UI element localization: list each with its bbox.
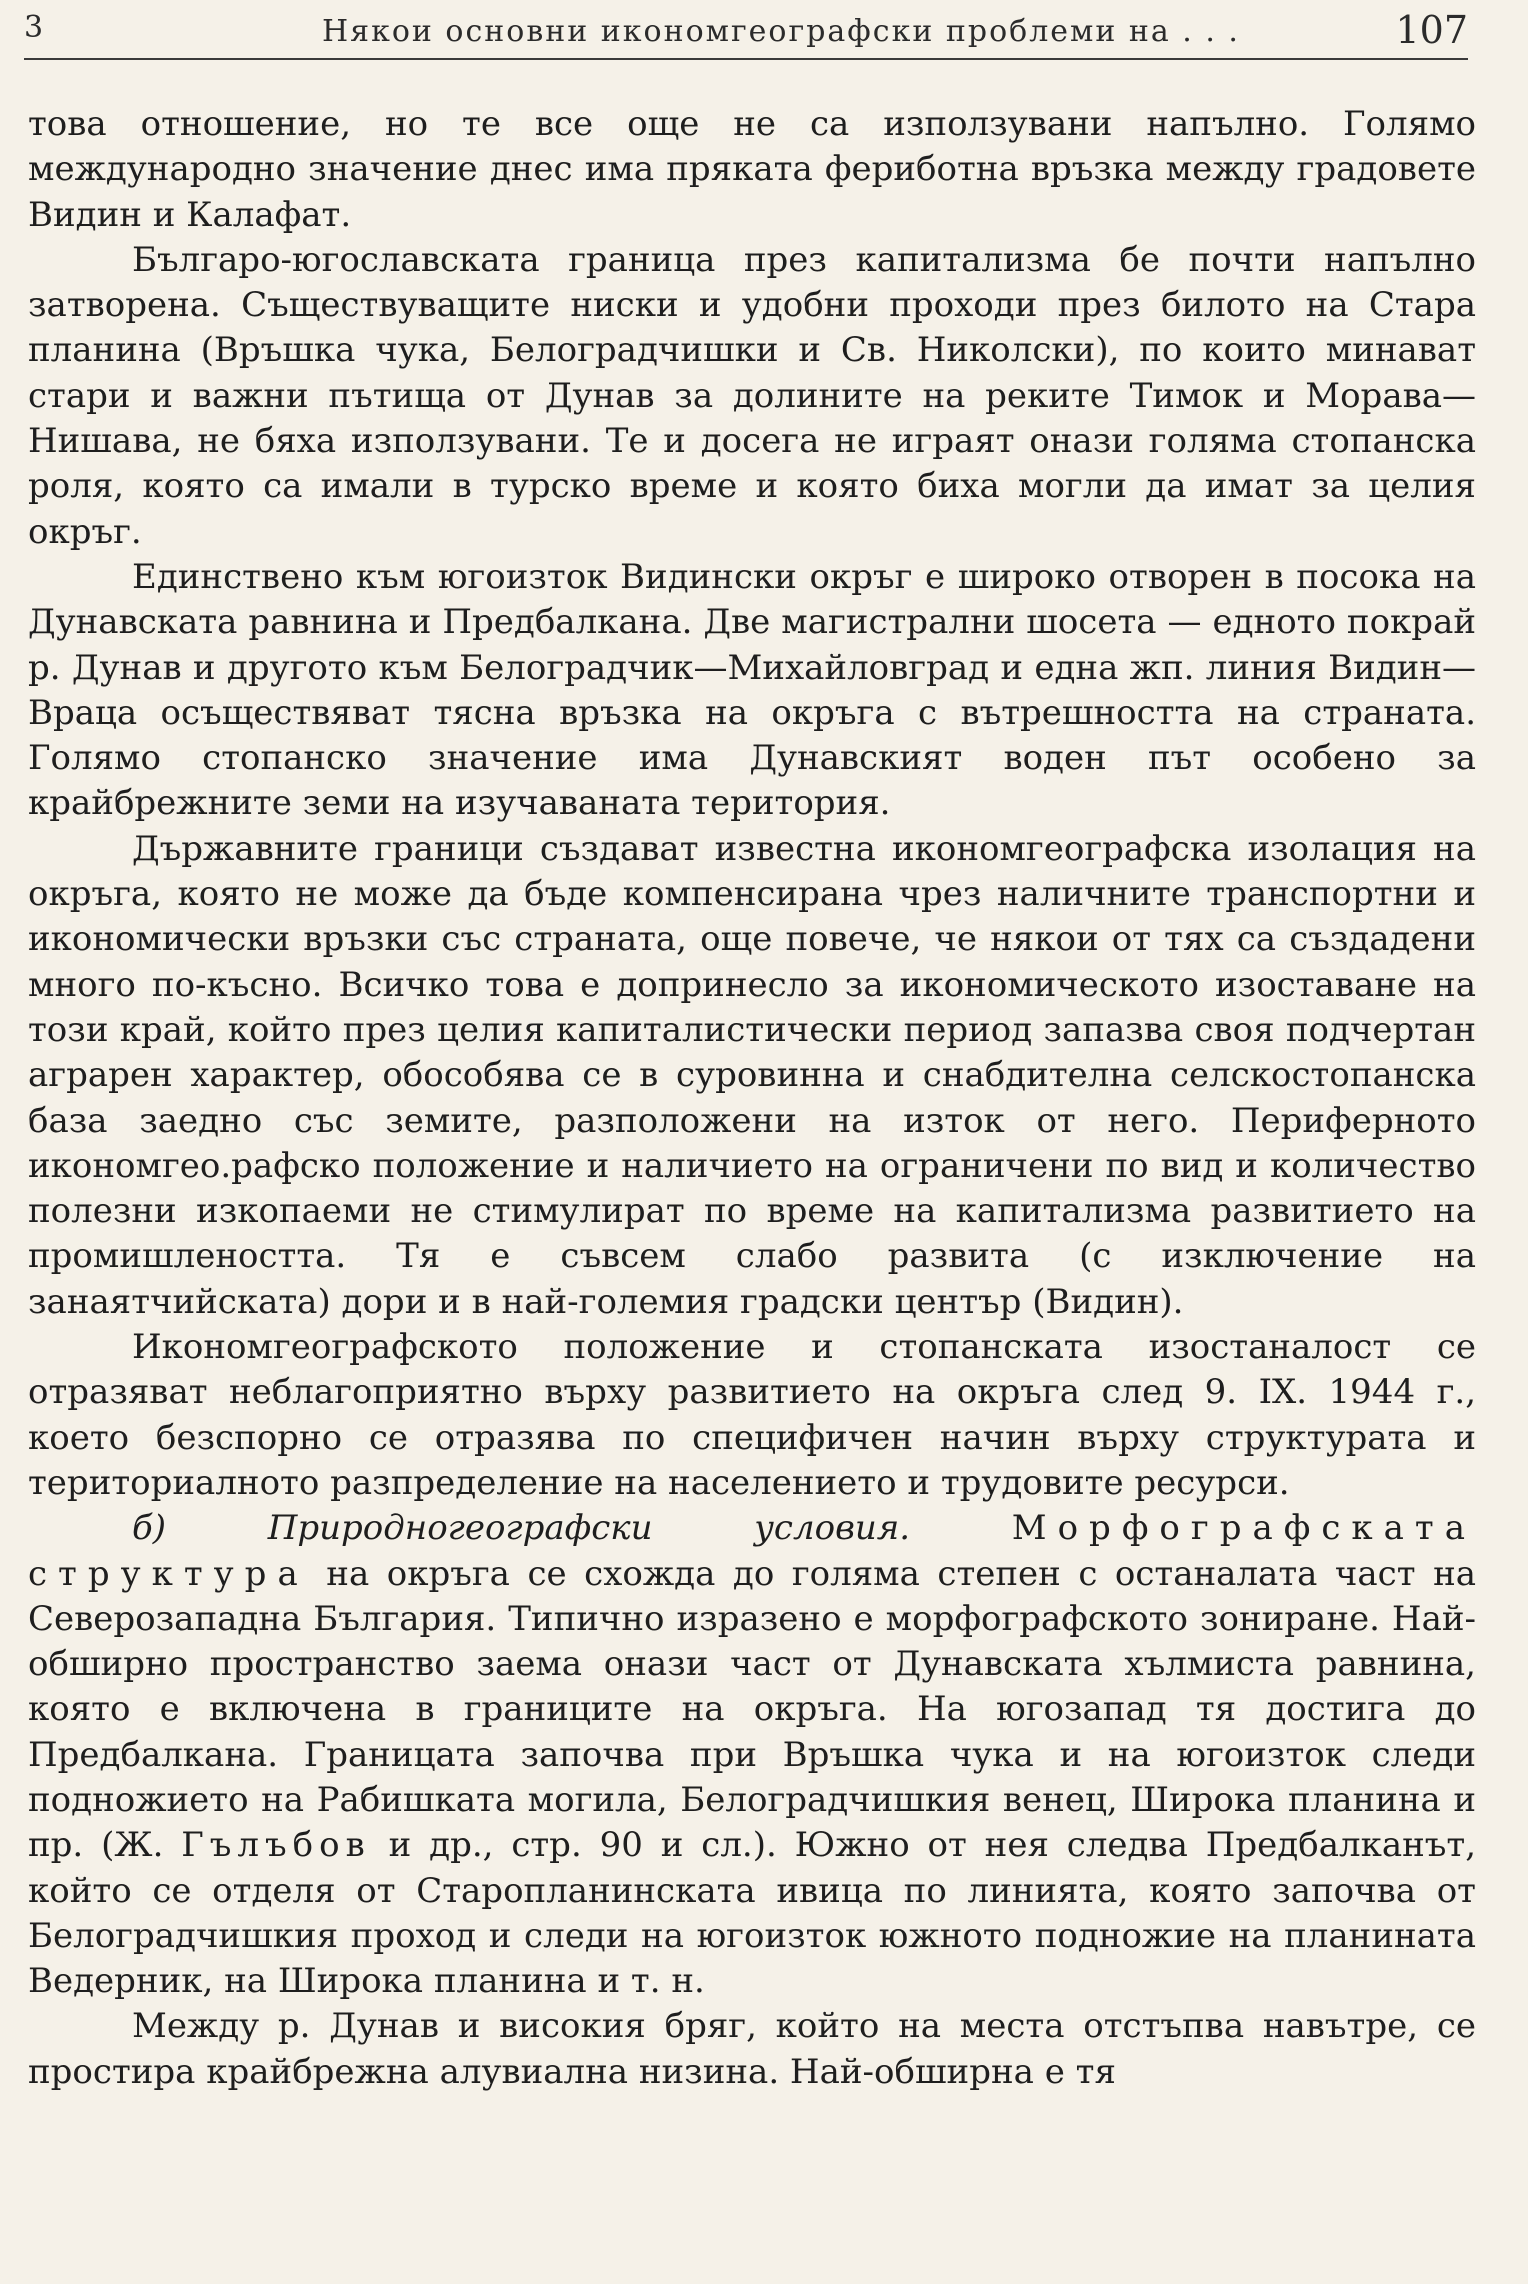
- page-number: 107: [1395, 8, 1468, 52]
- paragraph-text: на окръга се схожда до голяма степен с останалата част на Северозападна България. Типично изразено е морфографското зониране. Най-обширно пространство заема онази част от Дунавската хълмиста равнина, която е включена в границите на окръга. На югозапад тя достига до Предбалкана. Границата започва при Връшка чука и на югоизток следи подножието на Рабишката могила, Белоградчишкия венец, Широка планина и пр. (Ж.: [28, 1553, 1476, 1866]
- author-name: Гълъбов: [181, 1825, 371, 1866]
- paragraph-continuation: това отношение, но те все още не са използувани напълно. Голямо международно значение днес има пряката фериботна връзка между градовете Видин и Калафат.: [28, 104, 1476, 235]
- paragraph-natural-conditions: [28, 1506, 1476, 2004]
- spaced-term: Морфографската структура: [28, 1508, 1476, 1594]
- paragraph-isolation: Държавните граници създават известна икономгеографска изолация на окръга, която не може да бъде компенсирана чрез наличните транспортни и икономически връзки със страната, още повече, че някои от тях са създадени много по-късно. Всичко това е допринесло за икономическото изоставане на този край, който през целия капиталистически период запазва своя подчертан аграрен характер, обособява се в суровинна и снабдителна селскостопанска база заедно със земите, разположени на изток от него. Периферното икономгео.рафско положение и наличието на ограничени по вид и количество полезни изкопаеми не стимулират по време на капитализма развитието на промишлеността. Тя е съвсем слабо развита (с изключение на занаятчийската) дори и в най-големия градски център (Видин).: [28, 828, 1476, 1322]
- body-text: [28, 102, 1476, 2095]
- paragraph-danube-lowland: Между р. Дунав и високия бряг, който на места отстъпва навътре, се простира крайбрежна алувиална низина. Най-обширна е тя: [28, 2006, 1476, 2092]
- paragraph-border: Българо-югославската граница през капитализма бе почти напълно затворена. Съществуващите ниски и удобни проходи през билото на Стара планина (Връшка чука, Белоградчишки и Св. Николски), по които минават стари и важни пътища от Дунав за долините на реките Тимок и Морава—Нишава, не бяха използувани. Те и досега не играят онази голяма стопанска роля, която са имали в турско време и която биха могли да имат за целия окръг.: [28, 239, 1476, 552]
- running-title: Някои основни икономгеографски проблеми на . . .: [322, 14, 1240, 49]
- paragraph-text-continued: и др., стр. 90 и сл.). Южно от нея следва Предбалканът, който се отделя от Старопланинската ивица по линията, която започва от Белоградчишкия проход и следи на югоизток южното подножие на планината Ведерник, на Широка планина и т. н.: [28, 1825, 1476, 2002]
- paragraph-backwardness: Икономгеографското положение и стопанската изостаналост се отразяват неблагоприятно върху развитието на окръга след 9. IX. 1944 г., което безспорно се отразява по специфичен начин върху структурата и териториалното разпределение на населението и трудовите ресурси.: [28, 1327, 1476, 1503]
- running-header: [24, 6, 1468, 56]
- section-subheading: б) Природногеографски условия.: [132, 1508, 911, 1549]
- paragraph-southeast: Единствено към югоизток Видински окръг е широко отворен в посока на Дунавската равнина и Предбалкана. Две магистрални шосета — едното покрай р. Дунав и другото към Белоградчик—Михайловград и една жп. линия Видин—Враца осъществяват тясна връзка на окръга с вътрешността на страната. Голямо стопанско значение има Дунавският воден път особено за крайбрежните земи на изучаваната територия.: [28, 556, 1476, 824]
- chapter-number: 3: [24, 10, 45, 45]
- header-rule: [24, 58, 1468, 60]
